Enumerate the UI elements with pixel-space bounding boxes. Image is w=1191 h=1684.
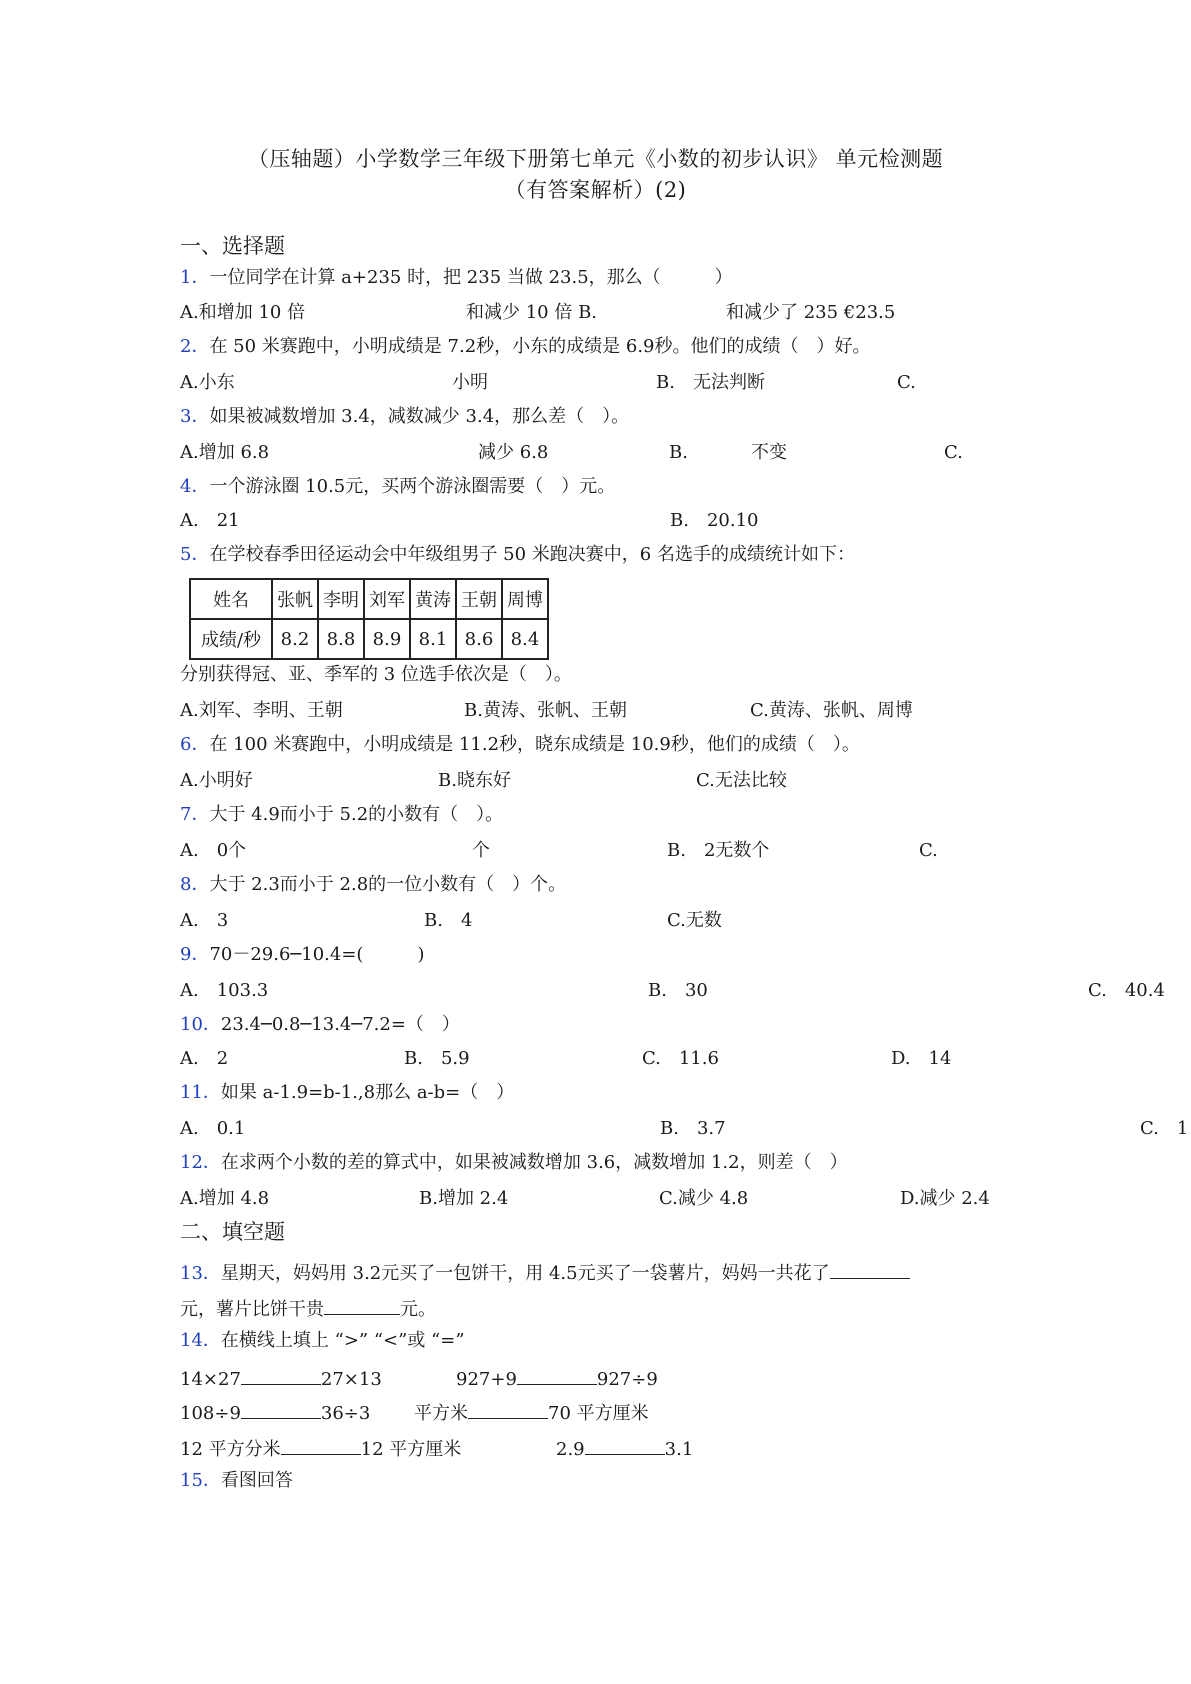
option: A.增加 4.8 [180, 1188, 270, 1209]
option: A. 0个 [180, 840, 247, 861]
expr-right: 27×13 [320, 1369, 382, 1390]
answer-blank[interactable] [281, 1436, 361, 1455]
question-text: 在求两个小数的差的算式中，如果被减数增加 3.6，减数增加 1.2，则差（ ） [220, 1152, 848, 1173]
option: 和减少了 235 €23.5 [726, 302, 896, 323]
question-number: 6． [180, 734, 210, 755]
option: A.小明好 [180, 770, 253, 791]
option: C.减少 4.8 [659, 1188, 749, 1209]
question-text: 在横线上填上 “>” “<”或 “=” [220, 1330, 465, 1351]
question-text: 大于 2.3而小于 2.8的一位小数有（ ）个。 [209, 874, 567, 895]
question-text: 大于 4.9而小于 5.2的小数有（ ）。 [209, 804, 504, 825]
expr-left: 12 平方分米 [180, 1439, 281, 1460]
page-title: （压轴题）小学数学三年级下册第七单元《小数的初步认识》 单元检测题 [247, 147, 944, 171]
question-number: 12． [180, 1152, 221, 1173]
table-cell: 成绩/秒 [190, 619, 272, 659]
question-number: 4． [180, 476, 210, 497]
question-text: 在学校春季田径运动会中年级组男子 50 米跑决赛中，6 名选手的成绩统计如下： [209, 544, 855, 565]
question-9 [180, 944, 424, 966]
expr-left: 2.9 [556, 1439, 585, 1460]
expr-right: 3.1 [664, 1439, 694, 1460]
section-heading-choice: 一、选择题 [180, 234, 285, 258]
expr-left: 平方米 [414, 1403, 468, 1424]
question-number: 11． [180, 1082, 221, 1103]
option: 不变 [751, 442, 787, 463]
answer-blank[interactable] [468, 1400, 548, 1419]
answer-blank[interactable] [585, 1436, 665, 1455]
question-number: 9． [180, 944, 210, 965]
answer-blank[interactable] [241, 1366, 321, 1385]
question-text: 23.4─0.8─13.4─7.2=（ ） [220, 1014, 460, 1035]
option: A. 0.1 [180, 1118, 246, 1139]
compare-item [414, 1400, 649, 1425]
option: C. 40.4 [1088, 980, 1165, 1001]
answer-blank[interactable] [324, 1296, 400, 1315]
option: D. 14 [891, 1048, 952, 1069]
question-number: 13． [180, 1263, 221, 1284]
expr-right: 12 平方厘米 [360, 1439, 462, 1460]
option: C. 1 [1140, 1118, 1189, 1139]
option: C. [944, 442, 963, 463]
table-cell: 王朝 [456, 579, 502, 619]
option: B. 3.7 [660, 1118, 726, 1139]
table-cell: 8.4 [502, 619, 548, 659]
option: C. 11.6 [642, 1048, 719, 1069]
expr-right: 36÷3 [320, 1403, 371, 1424]
option: 和减少 10 倍 B. [466, 302, 598, 323]
option: B. 30 [648, 980, 708, 1001]
question-number: 2． [180, 336, 210, 357]
question-12 [180, 1152, 848, 1174]
question-text: 70－29.6─10.4=( ) [209, 944, 425, 965]
question-text: 在 100 米赛跑中，小明成绩是 11.2秒，晓东成绩是 10.9秒，他们的成绩（ ）。 [209, 734, 860, 755]
question-number: 8． [180, 874, 210, 895]
table-cell: 8.1 [410, 619, 456, 659]
question-8 [180, 874, 566, 896]
page-subtitle: （有答案解析）(2) [504, 178, 687, 202]
expr-left: 927+9 [456, 1369, 517, 1390]
option: D.减少 2.4 [900, 1188, 990, 1209]
answer-blank[interactable] [830, 1260, 910, 1279]
option: A.小东 [180, 372, 235, 393]
compare-item [180, 1366, 382, 1391]
table-cell: 8.6 [456, 619, 502, 659]
option: B.黄涛、张帆、王朝 [464, 700, 627, 721]
option: A. 21 [180, 510, 240, 531]
option: A. 103.3 [180, 980, 269, 1001]
table-cell: 黄涛 [410, 579, 456, 619]
compare-item [456, 1366, 658, 1391]
option: 小明 [452, 372, 488, 393]
expr-right: 70 平方厘米 [548, 1403, 649, 1424]
option: A.刘军、李明、王朝 [180, 700, 343, 721]
table-cell: 姓名 [190, 579, 272, 619]
question-text: 星期天，妈妈用 3.2元买了一包饼干，用 4.5元买了一袋薯片，妈妈一共花了 [220, 1263, 830, 1284]
option: C.黄涛、张帆、周博 [750, 700, 913, 721]
option: B. 5.9 [404, 1048, 470, 1069]
question-number: 3． [180, 406, 210, 427]
question-14 [180, 1330, 465, 1352]
question-11 [180, 1082, 514, 1104]
option: C.无法比较 [696, 770, 787, 791]
question-text: 在 50 米赛跑中，小明成绩是 7.2秒，小东的成绩是 6.9秒。他们的成绩（ ）好。 [209, 336, 871, 357]
expr-left: 14×27 [180, 1369, 241, 1390]
table-cell: 8.8 [318, 619, 364, 659]
table-cell: 张帆 [272, 579, 318, 619]
table-cell: 周博 [502, 579, 548, 619]
question-text: 元，薯片比饼干贵 [180, 1299, 324, 1320]
question-text: 一位同学在计算 a+235 时，把 235 当做 23.5，那么（ ） [209, 267, 733, 288]
option: C.无数 [667, 910, 722, 931]
expr-left: 108÷9 [180, 1403, 241, 1424]
section-heading-fill: 二、填空题 [180, 1220, 285, 1244]
table-header-row [190, 579, 548, 619]
question-number: 10． [180, 1014, 221, 1035]
question-2 [180, 336, 871, 358]
question-3 [180, 406, 629, 428]
table-cell: 李明 [318, 579, 364, 619]
question-1 [180, 267, 733, 289]
expr-right: 927÷9 [596, 1369, 658, 1390]
question-4 [180, 476, 615, 498]
compare-item [556, 1436, 693, 1461]
option: B. 20.10 [670, 510, 759, 531]
question-5-followup: 分别获得冠、亚、季军的 3 位选手依次是（ ）。 [180, 664, 572, 685]
question-15 [180, 1470, 293, 1492]
table-cell: 8.2 [272, 619, 318, 659]
question-10 [180, 1014, 460, 1036]
question-text: 如果被减数增加 3.4，减数减少 3.4，那么差（ ）。 [209, 406, 630, 427]
compare-item [180, 1400, 370, 1425]
question-7 [180, 804, 503, 826]
question-text: 如果 a-1.9=b-1.,8那么 a-b=（ ） [220, 1082, 515, 1103]
question-number: 7． [180, 804, 210, 825]
score-table [189, 578, 549, 660]
option: B. 4 [424, 910, 473, 931]
option: B.增加 2.4 [419, 1188, 509, 1209]
question-number: 1． [180, 267, 210, 288]
option: A.增加 6.8 [180, 442, 270, 463]
compare-item [180, 1436, 461, 1461]
option: B. [669, 442, 688, 463]
question-13 [180, 1260, 910, 1285]
question-text: 一个游泳圈 10.5元，买两个游泳圈需要（ ）元。 [209, 476, 616, 497]
question-13-cont [180, 1296, 436, 1321]
question-6 [180, 734, 860, 756]
table-cell: 刘军 [364, 579, 410, 619]
question-text: 看图回答 [220, 1470, 293, 1491]
option: A. 3 [180, 910, 229, 931]
table-cell: 8.9 [364, 619, 410, 659]
question-text: 元。 [400, 1299, 436, 1320]
question-number: 5． [180, 544, 210, 565]
answer-blank[interactable] [517, 1366, 597, 1385]
question-number: 15． [180, 1470, 221, 1491]
answer-blank[interactable] [241, 1400, 321, 1419]
question-5 [180, 544, 855, 566]
option: A. 2 [180, 1048, 229, 1069]
question-number: 14． [180, 1330, 221, 1351]
option: B. 无法判断 [656, 372, 765, 393]
option: C. [897, 372, 916, 393]
option: A.和增加 10 倍 [180, 302, 306, 323]
option: C. [919, 840, 938, 861]
table-row [190, 619, 548, 659]
option: B. 2无数个 [667, 840, 770, 861]
option: 减少 6.8 [478, 442, 549, 463]
option: B.晓东好 [438, 770, 511, 791]
option: 个 [472, 840, 490, 861]
